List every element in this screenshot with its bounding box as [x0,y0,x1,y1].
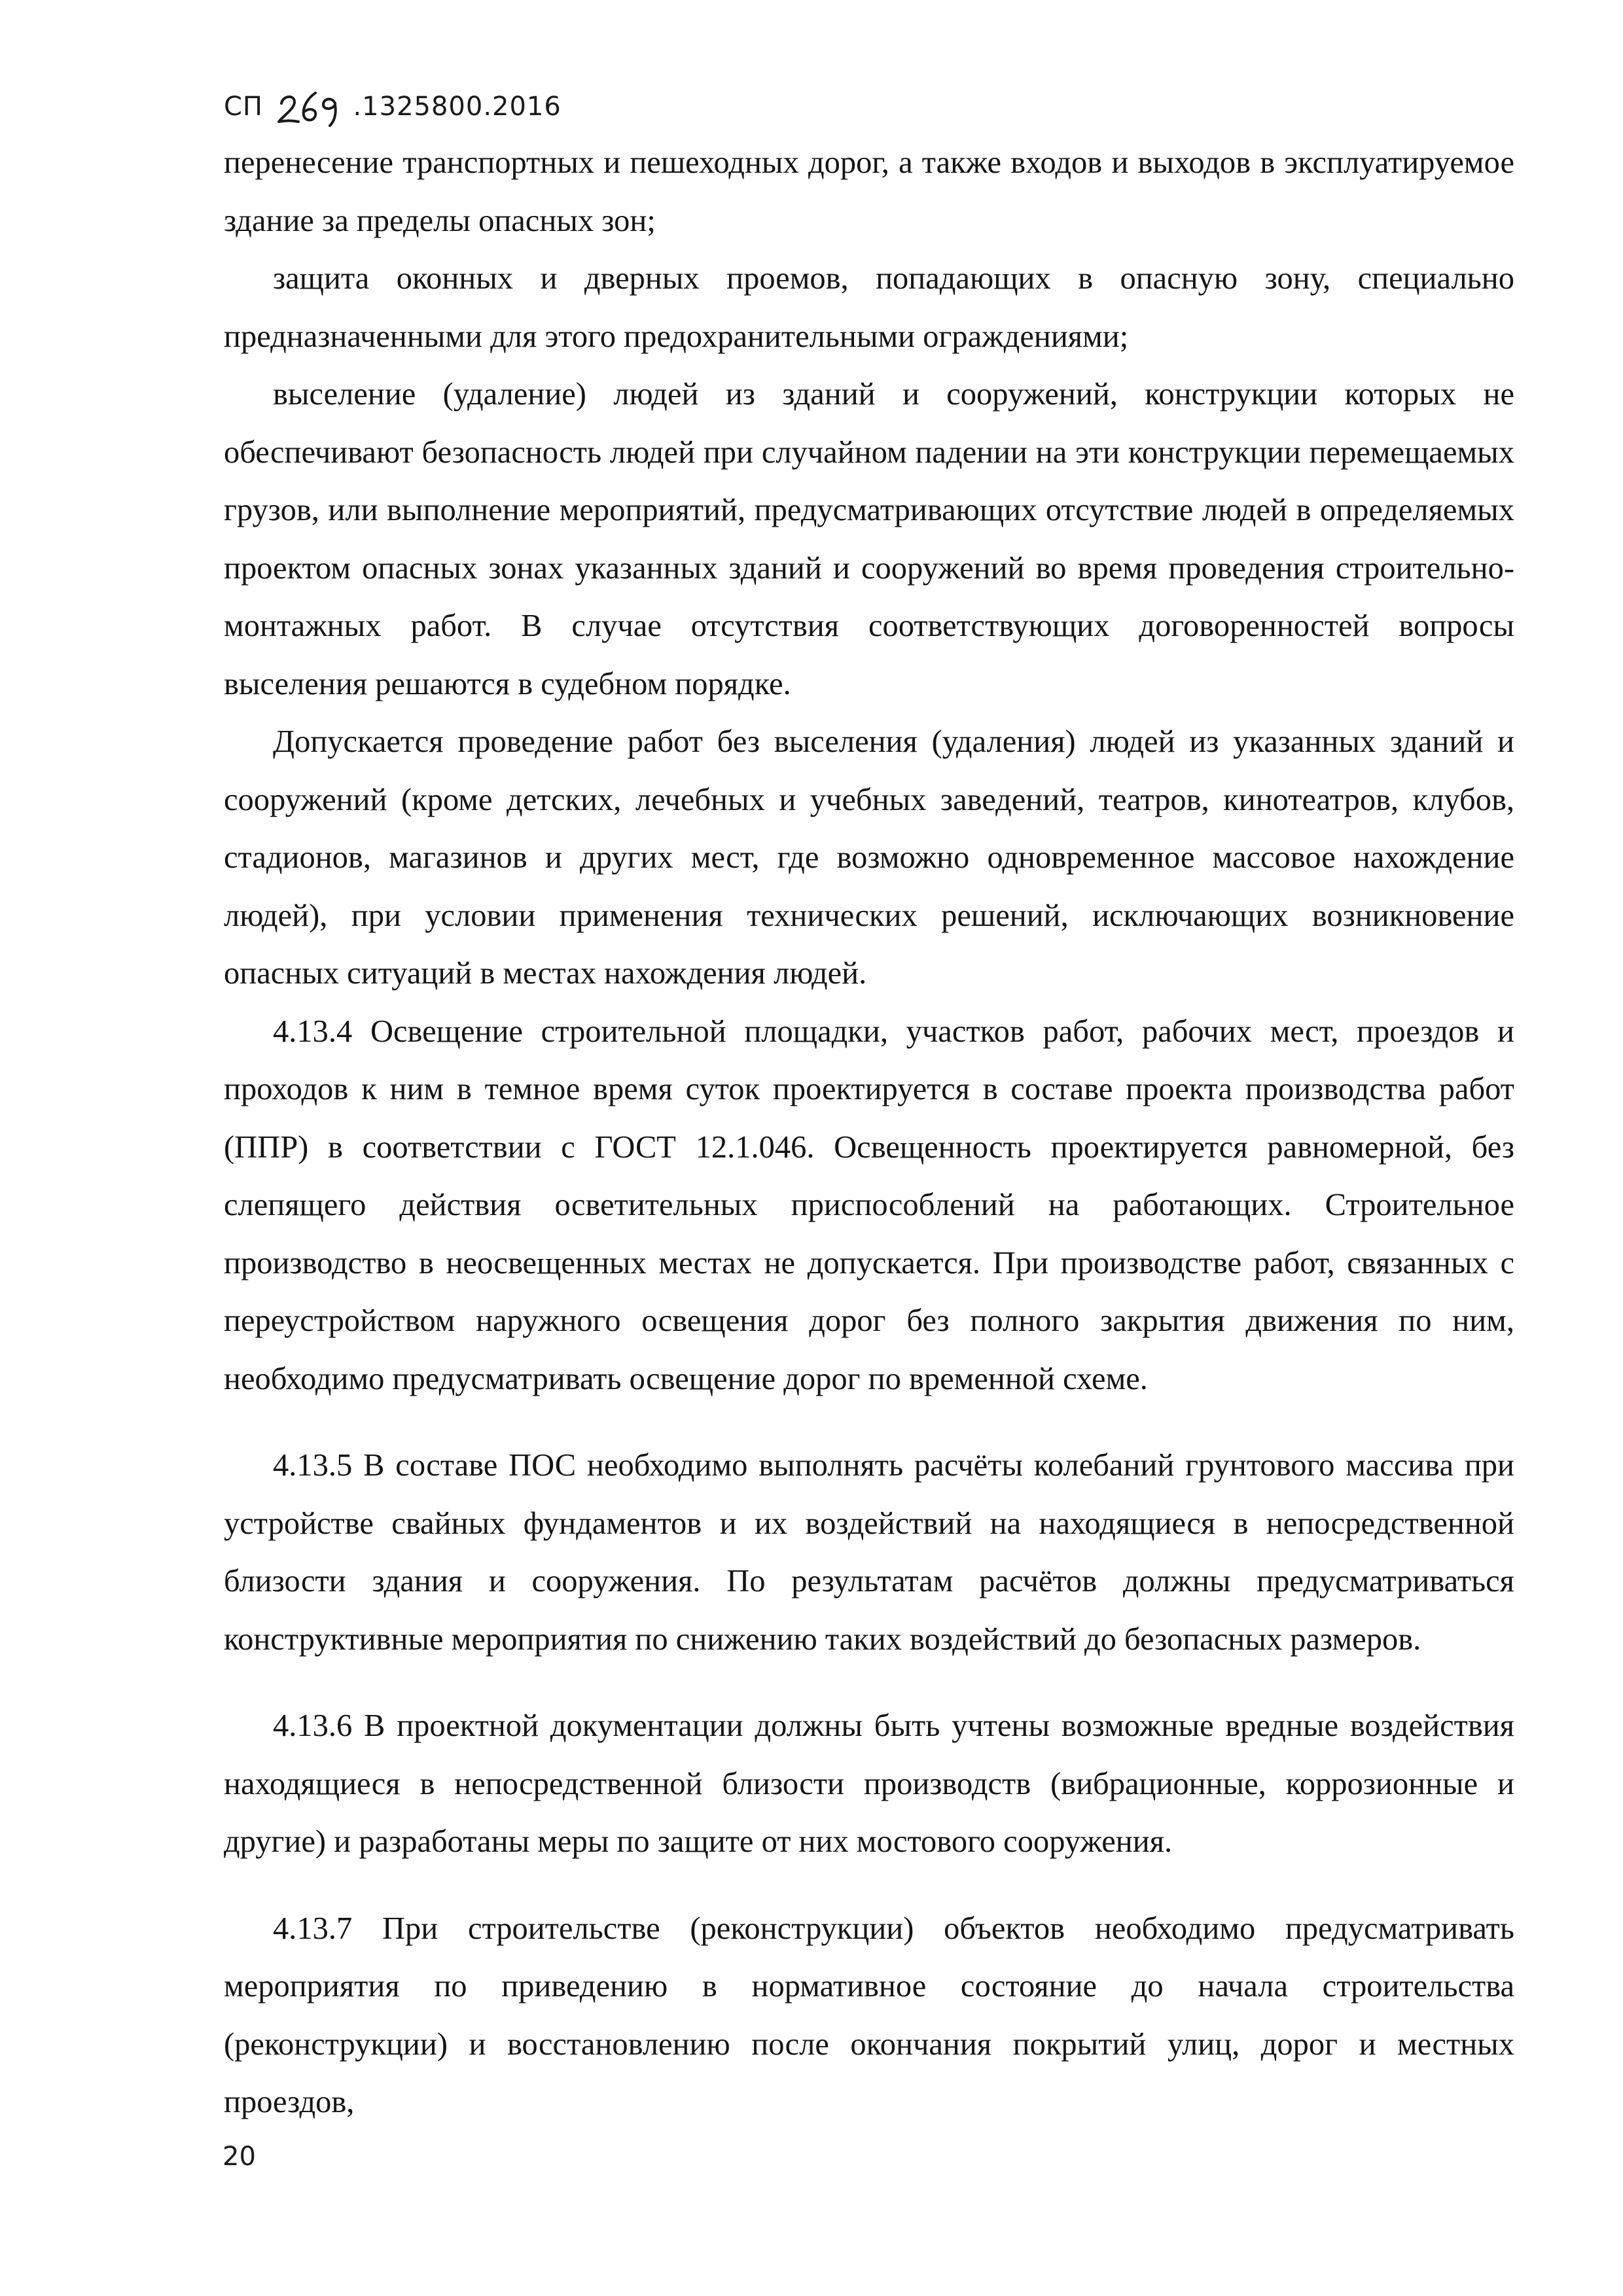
paragraph-4-13-6: 4.13.6 В проектной документации должны быть учтены возможные вредные воздействия находящиеся в непосредственной близости производств (вибрационные, коррозионные и другие) и разработаны меры по защите от них мостового сооружения. [224,1708,1514,1859]
header-suffix: .1325800.2016 [353,92,562,122]
paragraph-4-13-5: 4.13.5 В составе ПОС необходимо выполнять расчёты колебаний грунтового массива при устройстве свайных фундаментов и их воздействий на находящиеся в непосредственной близости здания и сооружения. По результатам расчётов должны предусматриваться конструктивные мероприятия по снижению таких воздействий до безопасных размеров. [224,1448,1514,1657]
body-text [224,134,1514,2132]
document-header [224,84,562,130]
page-number: 20 [223,2142,256,2172]
paragraph-4-13-7: 4.13.7 При строительстве (реконструкции) объектов необходимо предусматривать мероприятия по приведению в нормативное состояние до начала строительства (реконструкции) и восстановлению после окончания покрытий улиц, дорог и местных проездов, [224,1911,1514,2119]
paragraph-eviction: выселение (удаление) людей из зданий и сооружений, конструкции которых не обеспечивают безопасность людей при случайном падении на эти конструкции перемещаемых грузов, или выполнение мероприятий, предусматривающих отсутствие людей в определяемых проектом опасных зонах указанных зданий и сооружений во время проведения строительно-монтажных работ. В случае отсутствия соответствующих договоренностей вопросы выселения решаются в судебном порядке. [224,377,1514,701]
header-prefix: СП [224,92,264,122]
paragraph-transport-roads: перенесение транспортных и пешеходных дорог, а также входов и выходов в эксплуатируемое здание за пределы опасных зон; [224,145,1514,238]
paragraph-4-13-4: 4.13.4 Освещение строительной площадки, участков работ, рабочих мест, проездов и проходов к ним в темное время суток проектируется в составе проекта производства работ (ППР) в соответствии с ГОСТ 12.1.046. Освещенность проектируется равномерной, без слепящего действия осветительных приспособлений на работающих. Строительное производство в неосвещенных местах не допускается. При производстве работ, связанных с переустройством наружного освещения дорог без полного закрытия движения по ним, необходимо предусматривать освещение дорог по временной схеме. [224,1014,1514,1396]
paragraph-works-without-eviction: Допускается проведение работ без выселения (удаления) людей из указанных зданий и сооружений (кроме детских, лечебных и учебных заведений, театров, кинотеатров, клубов, стадионов, магазинов и других мест, где возможно одновременное массовое нахождение людей), при условии применения технических решений, исключающих возникновение опасных ситуаций в местах нахождения людей. [224,724,1514,991]
paragraph-window-protection: защита оконных и дверных проемов, попадающих в опасную зону, специально предназначенными для этого предохранительными ограждениями; [224,261,1514,354]
handwritten-number [272,84,344,130]
